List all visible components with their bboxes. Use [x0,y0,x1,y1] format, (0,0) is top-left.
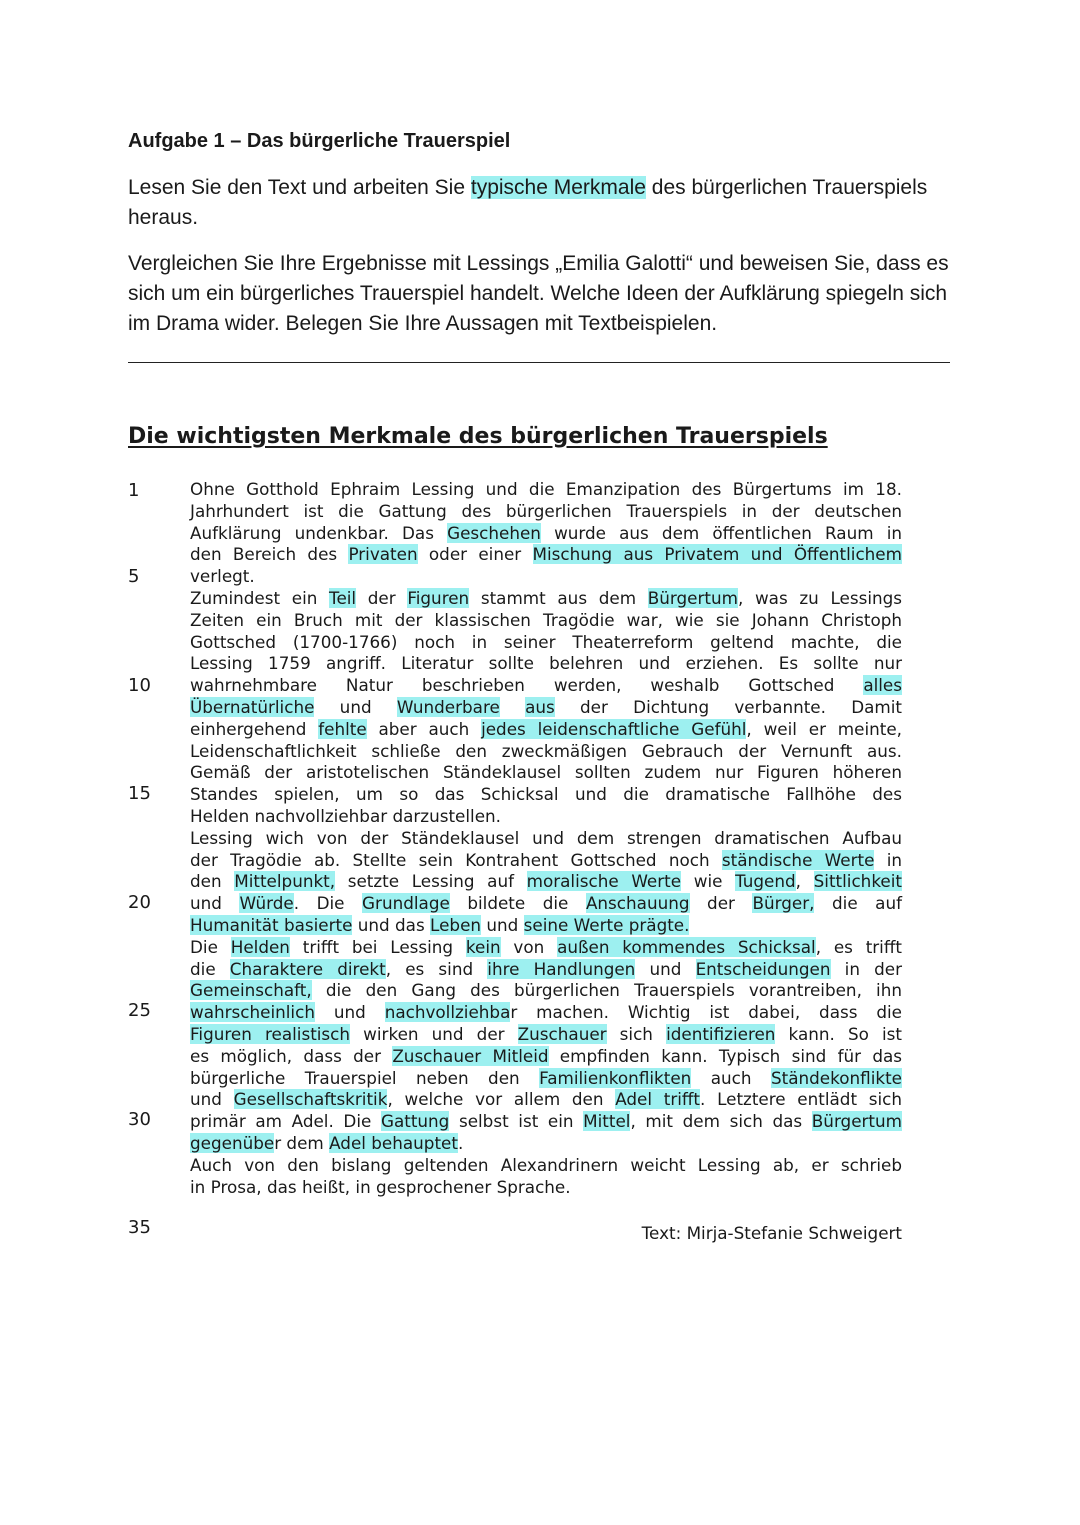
text-segment: Aufklärung undenkbar. Das [190,522,448,543]
text-segment: Gottsched (1700-1766) noch in seiner Theaterreform geltend machte, die [190,631,902,652]
text-segment: trifft bei Lessing [289,936,466,957]
line-number: 20 [128,892,151,913]
text-segment: die auf [814,893,903,914]
highlight: fehlte [318,718,367,739]
highlight: außen kommendes Schicksal [557,936,816,957]
highlight: aus [525,696,555,717]
line-number: 10 [128,675,151,696]
highlight: Familienkonflikten [539,1067,692,1088]
text-line [190,871,902,893]
highlight: Teil [329,587,357,608]
text-line [190,850,902,872]
text-segment: wirken und der [350,1023,518,1044]
text-segment: in [874,849,903,870]
text-segment: und [190,893,240,914]
highlight: Entscheidungen [695,958,831,979]
text-segment: Helden nachvollziehbar darzustellen. [190,805,502,826]
highlight: Gattung [380,1111,450,1132]
text-segment: Lessing 1759 angriff. Literatur sollte belehren und erziehen. Es sollte nur [190,653,902,674]
text-line [190,610,902,632]
text-segment: wurde aus dem öffentlichen Raum in [540,522,902,543]
text-segment: Standes spielen, um so das Schicksal und die dramatische Fallhöhe des [190,784,902,805]
text-line [190,588,902,610]
text-segment: , [795,871,814,892]
text-line [190,741,902,763]
highlight: Wunderbare [396,696,500,717]
text-line [190,1155,902,1177]
highlight: Bürgertum [811,1111,902,1132]
text-line [190,544,902,566]
text-segment: die [190,958,230,979]
text-segment: der [356,587,408,608]
text-line [190,1024,902,1046]
text-segment: den [190,871,235,892]
text-line [190,479,902,501]
text-line [190,523,902,545]
highlight: Humanität basierte [190,914,353,935]
divider-line [128,362,950,363]
line-number: 1 [128,480,140,501]
text-segment: oder einer [417,544,533,565]
text-segment: und [481,914,524,935]
highlight: jedes leidenschaftliche Gefühl [481,718,747,739]
text-segment: r machen. Wichtig ist dabei, dass die [510,1002,902,1023]
text-segment: empfinden kann. Typisch sind für das [548,1045,902,1066]
highlight: Adel trifft [615,1089,701,1110]
text-segment: setzte Lessing auf [335,871,527,892]
text-segment: kann. So ist [775,1023,902,1044]
highlight: Leben [430,914,482,935]
highlight: Gesellschaftskritik [233,1089,388,1110]
text-segment: Lessing wich von der Ständeklausel und dem strengen dramatischen Aufbau [190,827,902,848]
line-number: 25 [128,1000,151,1021]
text-segment: . [457,1132,464,1153]
text-heading: Die wichtigsten Merkmale des bürgerlichen Trauerspiels [128,424,828,449]
text-segment: auch [691,1067,771,1088]
highlight: Grundlage [362,893,450,914]
highlight: Mittelpunkt, [234,871,336,892]
text-line [190,915,902,937]
text-line [190,719,902,741]
text-segment: einhergehend [190,718,319,739]
text-line [190,959,902,981]
text-segment: wie [681,871,736,892]
text-segment: und [314,1002,385,1023]
text-line [190,1068,902,1090]
instruction-text: des bürgerlichen Trauerspiels heraus. [128,176,928,229]
text-line [190,806,902,828]
text-segment: es möglich, dass der [190,1045,393,1066]
highlight: gegenübe [190,1132,275,1153]
highlight: identifizieren [666,1023,776,1044]
text-segment: bildete die [449,893,586,914]
highlight: moralische Werte [526,871,682,892]
task-instruction-1 [128,173,958,233]
text-segment: primär am Adel. Die [190,1111,381,1132]
text-segment: und das [352,914,431,935]
text-segment: , weil er meinte, [746,718,902,739]
highlight: wahrscheinlich [190,1002,315,1023]
text-line [190,762,902,784]
instruction-text: Lesen Sie den Text und arbeiten Sie [128,176,471,199]
text-segment: bürgerliche Trauerspiel neben den [190,1067,540,1088]
highlight: Ständekonflikte [770,1067,902,1088]
text-segment: Die [190,936,231,957]
text-segment: der [689,893,753,914]
highlight: Figuren realistisch [190,1023,351,1044]
highlight: Helden [230,936,290,957]
highlight: Bürger, [752,893,815,914]
text-line [190,937,902,959]
text-segment: , was zu Lessings [737,587,903,608]
highlight: Geschehen [447,522,541,543]
highlight: Mittel [583,1111,631,1132]
highlight: Figuren [407,587,470,608]
text-segment: in der [830,958,902,979]
highlight: Mischung aus Privatem und Öffentlichem [532,544,902,565]
text-line [190,1177,902,1199]
text-line [190,828,902,850]
text-segment: und [635,958,696,979]
text-segment: , mit dem sich das [630,1111,812,1132]
highlight: Sittlichkeit [813,871,903,892]
text-segment: Zeiten ein Bruch mit der klassischen Tragödie war, wie sie Johann Christoph [190,609,902,630]
highlight: kein [465,936,501,957]
highlight: Tugend [735,871,796,892]
task-title: Aufgabe 1 – Das bürgerliche Trauerspiel [128,130,511,152]
text-segment: aber auch [366,718,482,739]
text-line [190,1046,902,1068]
text-line [190,632,902,654]
highlight: Würde [239,893,294,914]
text-segment: . Die [293,893,363,914]
text-segment: , welche vor allem den [387,1089,616,1110]
text-segment: Jahrhundert ist die Gattung des bürgerlichen Trauerspiels in der deutschen [190,500,902,521]
text-segment: wahrnehmbare Natur beschrieben werden, weshalb Gottsched [190,675,864,696]
highlight: alles [863,675,902,696]
highlight: Zuschauer [517,1023,607,1044]
highlight: ihre Handlungen [487,958,636,979]
text-line [190,1089,902,1111]
text-line [190,501,902,523]
highlight: Anschauung [585,893,690,914]
highlight: Gemeinschaft, [190,980,312,1001]
text-segment [500,697,525,717]
text-segment: Auch von den bislang geltenden Alexandrinern weicht Lessing ab, er schrieb [190,1154,902,1175]
line-number: 30 [128,1109,151,1130]
text-segment: in Prosa, das heißt, in gesprochener Sprache. [190,1176,571,1197]
text-credit: Text: Mirja-Stefanie Schweigert [641,1223,902,1243]
text-segment: Ohne Gotthold Ephraim Lessing und die Emanzipation des Bürgertums im 18. [190,479,902,499]
line-number: 5 [128,566,140,587]
text-segment: selbst ist ein [449,1111,584,1132]
text-segment: verlegt. [190,566,255,587]
highlight: Bürgertum [647,587,738,608]
highlight: Privaten [348,544,418,565]
highlight: Charaktere direkt [229,958,386,979]
text-line [190,1002,902,1024]
text-segment: den Bereich des [190,544,349,565]
text-line [190,1111,902,1133]
text-segment: , es trifft [815,936,902,957]
highlight: typische Merkmale [470,176,646,199]
text-segment: stammt aus dem [469,587,648,608]
text-segment: r dem [274,1132,330,1153]
text-line [190,893,902,915]
text-segment: und [314,696,397,717]
highlight: Übernatürliche [190,696,315,717]
line-number: 15 [128,783,151,804]
text-segment: Gemäß der aristotelischen Ständeklausel sollten zudem nur Figuren höheren [190,762,902,783]
body-text [190,479,902,1198]
text-segment: . Letztere entlädt sich [700,1089,902,1110]
line-number: 35 [128,1217,151,1238]
text-segment: die den Gang des bürgerlichen Trauerspiels vorantreiben, ihn [311,980,902,1001]
text-line [190,784,902,806]
text-line [190,980,902,1002]
text-segment: , es sind [385,958,488,979]
text-line [190,697,902,719]
text-line [190,653,902,675]
highlight: ständische Werte [721,849,875,870]
highlight: seine Werte prägte. [523,914,690,935]
highlight: nachvollziehba [384,1002,511,1023]
text-segment: Leidenschaftlichkeit schließe den zweckmäßigen Gebrauch der Vernunft aus. [190,740,902,761]
highlight: Zuschauer Mitleid [392,1045,549,1066]
text-segment: sich [606,1023,667,1044]
task-instruction-2: Vergleichen Sie Ihre Ergebnisse mit Lessings „Emilia Galotti“ und beweisen Sie, dass es sich um ein bürgerliches Trauerspiel handelt. Welche Ideen der Aufklärung spiegeln sich im Drama wider. Belegen Sie Ihre Aussagen mit Textbeispielen. [128,252,949,335]
text-line [190,566,902,588]
text-segment: Zumindest ein [190,587,330,608]
text-segment: der Tragödie ab. Stellte sein Kontrahent Gottsched noch [190,849,722,870]
text-line [190,1133,902,1155]
text-segment: der Dichtung verbannte. Damit [554,696,903,717]
text-line [190,675,902,697]
text-segment: und [190,1089,234,1110]
highlight: Adel behauptet [329,1132,458,1153]
text-segment: von [500,936,558,957]
